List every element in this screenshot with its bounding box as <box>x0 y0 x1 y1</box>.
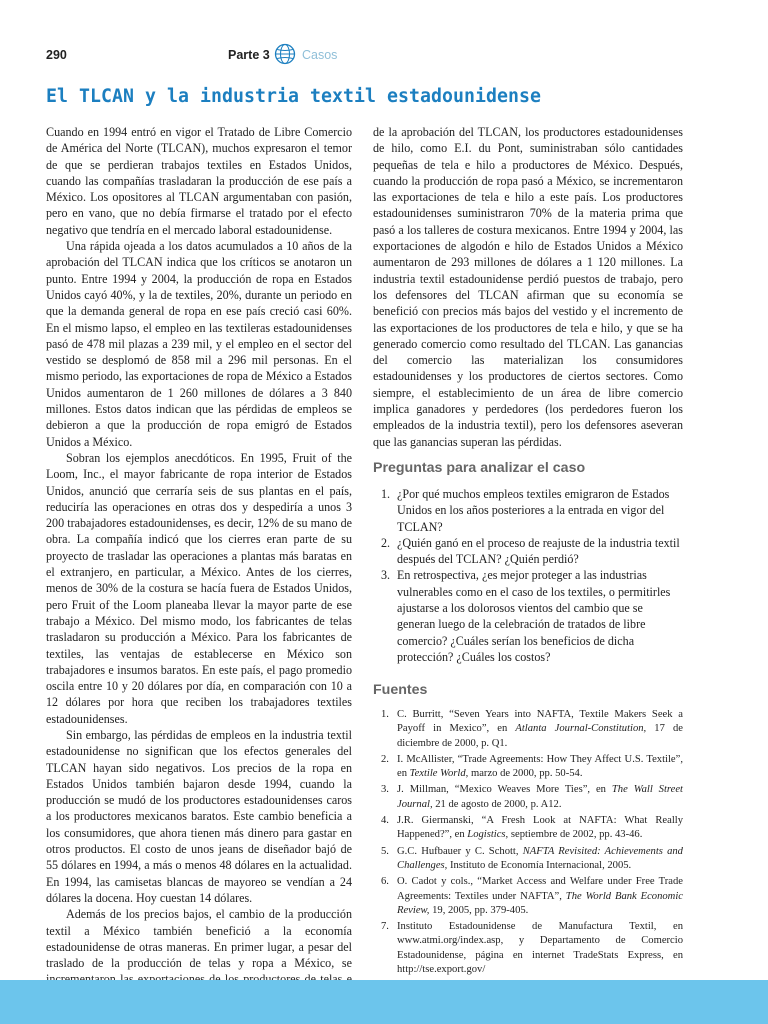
source-publication: The World Bank Economic Review, <box>397 890 683 916</box>
source-text-tail: 21 de agosto de 2000, p. A12. <box>432 798 562 810</box>
case-title: El TLCAN y la industria textil estadounidense <box>46 86 541 107</box>
question-number: 1. <box>381 487 391 501</box>
source-item <box>373 708 683 751</box>
questions-list <box>373 486 683 665</box>
source-item <box>373 753 683 782</box>
source-text: Instituto Estadounidense de Manufactura Textil, en www.atmi.org/index.asp, y Departamento de Comercio Estadounidense, página en internet TradeStats Express, en http://tse.export.gov/ <box>397 921 683 976</box>
source-number: 1. <box>381 709 389 720</box>
source-text: O. Cadot y cols., “Market Access and Welfare under Free Trade Agreements: Textiles under NAFTA”, <box>397 876 683 902</box>
source-item <box>373 814 683 843</box>
source-number: 6. <box>381 876 389 888</box>
source-text: I. McAllister, “Trade Agreements: How They Affect U.S. Textile”, en <box>397 753 683 780</box>
question-text: ¿Por qué muchos empleos textiles emigraron de Estados Unidos en los años posteriores a la entrada en vigor del TCLAN? <box>397 487 670 534</box>
question-number: 2. <box>381 535 391 550</box>
source-publication: NAFTA Revisited: Achievements and Challenges, <box>397 845 683 871</box>
body-paragraph: Sin embargo, las pérdidas de empleos en la industria textil estadounidense no significan que los efectos generales del TLCAN hayan sido negativos. Los precios de la ropa en Estados Unidos también bajaron desde 1994, cuando la producción se mudó de los productores estadounidenses caros a los productores mexicanos baratos. Este cambio beneficia a los consumidores, que ahora tienen más dinero para gastar en otros productos. El costo de unos jeans de diseñador bajó de 55 dólares en 1994, a más o menos 48 dólares en la actualidad. En 1994, las camisetas blancas de mayoreo se vendían a 24 dólares la docena. Hoy cuestan 14 dólares. <box>46 727 352 905</box>
source-text-tail: septiembre de 2002, pp. 43-46. <box>508 829 643 841</box>
question-number: 3. <box>381 568 391 583</box>
source-text-tail: 17 de diciembre de 2000, p. Q1. <box>397 723 683 749</box>
question-item <box>373 535 683 568</box>
source-item <box>373 845 683 874</box>
source-item <box>373 920 683 977</box>
source-publication: Textile World, <box>409 768 469 780</box>
right-column <box>373 124 683 450</box>
globe-icon <box>274 43 296 65</box>
question-text: ¿Quién ganó en el proceso de reajuste de la industria textil después del TCLAN? ¿Quién perdió? <box>397 535 680 567</box>
footer-band <box>0 980 768 1024</box>
source-number: 5. <box>381 845 389 857</box>
source-text: G.C. Hufbauer y C. Schott, <box>397 845 523 857</box>
page-number: 290 <box>46 48 67 62</box>
left-column <box>46 124 352 1020</box>
questions-heading: Preguntas para analizar el caso <box>373 460 586 476</box>
source-text-tail: 19, 2005, pp. 379-405. <box>429 904 529 916</box>
body-paragraph: de la aprobación del TLCAN, los productores estadounidenses de hilo, como E.I. du Pont, suministraban sólo cantidades pequeñas de tela e hilo a productores de México. Después, cuando la producción de ropa pasó a México, se incrementaron las exportaciones de tela e hilo a este país. Los productores estadounidenses suministraron 70% de la materia prima que pasó a los talleres de costura mexicanos. Entre 1994 y 2004, las exportaciones de algodón e hilo de Estados Unidos a México aumentaron de 293 millones de dólares a 1 120 millones. La industria textil estadounidense perdió puestos de trabajo, pero los defensores del TLCAN afirman que su economía se benefició con precios más bajos del vestido y el incremento de las exportaciones de los productores de tela e hilo, y que se ha generado comercio como resultado del TLCAN. Las ganancias del comercio las materializan los consumidores estadounidenses y los productores de ciertos sectores. Como siempre, el establecimiento de un área de libre comercio implica ganadores y perdedores (los perdedores fueron los empleados de la industria textil), pero los defensores aseveran que las ganancias superan las pérdidas. <box>373 125 683 449</box>
sources-list <box>373 708 683 979</box>
source-item <box>373 783 683 812</box>
body-paragraph: Una rápida ojeada a los datos acumulados a 10 años de la aprobación del TLCAN indica que los críticos se anotaron un punto. Entre 1994 y 2004, la producción de ropa en Estados Unidos cayó 40%, y la de textiles, 20%, durante un periodo en que la demanda general de ropa en ese país creció casi 60%. En el mismo lapso, el empleo en las textileras estadounidenses pasó de 478 mil plazas a 239 mil, y el empleo en el sector del vestido se desplomó de 858 mil a 296 mil personas. En el mismo periodo, las exportaciones de ropa de México a Estados Unidos aumentaron de 1 260 millones de dólares a 3 840 millones. Estos datos indican que las pérdidas de empleos se debieron a que la producción de ropa emigró de Estados Unidos a México. <box>46 239 352 449</box>
question-text: En retrospectiva, ¿es mejor proteger a las industrias vulnerables como en el caso de los textiles, o permitirles ajustarse a los dolorosos vientos del cambio que se generan luego de la celebración de tratados de libre comercio? ¿Cuáles serían los beneficios de dicha protección? ¿Cuáles los costos? <box>397 568 671 664</box>
body-paragraph: Sobran los ejemplos anecdóticos. En 1995, Fruit of the Loom, Inc., el mayor fabricante de ropa interior de Estados Unidos, anunció que cerraría seis de sus plantas en el país, reduciría las operaciones en otras dos y despediría a unos 3 200 trabajadores estadounidenses, es decir, 12% de su mano de obra. La compañía indicó que los cierres eran parte de su proyecto de trasladar las operaciones a plantas más baratas en el extranjero, en particular, a México. Antes de los cierres, menos de 30% de la costura se hacía fuera de Estados Unidos, pero Fruit of the Loom planeaba llevar la mayor parte de ese trabajo a México. Del mismo modo, los fabricantes de telas trasladaron su producción a México. Para los fabricantes de textiles, las ventajas de establecerse en México son trabajadores e insumos baratos. En este país, el pago promedio oscila entre 10 y 20 dólares por día, en comparación con 10 a 12 dólares por hora que reciben los trabajadores textiles estadounidenses. <box>46 450 352 726</box>
source-publication: Atlanta Journal-Constitution, <box>515 723 647 735</box>
sources-heading: Fuentes <box>373 682 428 698</box>
source-text: J.R. Giermanski, “A Fresh Look at NAFTA: What Really Happened?”, en <box>397 815 683 841</box>
page-header <box>46 48 726 68</box>
source-text-tail: marzo de 2000, pp. 50-54. <box>468 768 583 780</box>
source-text: C. Burritt, “Seven Years into NAFTA, Textile Makers Seek a Payoff in Mexico”, en <box>397 709 683 735</box>
source-number: 7. <box>381 921 389 933</box>
body-paragraph: Además de los precios bajos, el cambio de la producción textil a México también benefició a la economía estadounidense de otras maneras. En primer lugar, a pesar del traslado de la producción de telas y ropa a México, se <box>46 907 352 971</box>
source-publication: The Wall Street Journal, <box>397 784 683 810</box>
question-item <box>373 567 683 665</box>
source-number: 2. <box>381 753 389 765</box>
source-item <box>373 875 683 918</box>
section-label: Casos <box>302 48 338 62</box>
source-text: J. Millman, “Mexico Weaves More Ties”, en <box>397 784 612 796</box>
source-text-tail: Instituto de Economía Internacional, 2005. <box>447 859 632 871</box>
source-number: 4. <box>381 815 389 827</box>
source-number: 3. <box>381 784 389 796</box>
source-publication: Logistics, <box>467 829 509 841</box>
question-item <box>373 486 683 535</box>
part-label: Parte 3 <box>228 48 270 62</box>
body-paragraph: Cuando en 1994 entró en vigor el Tratado de Libre Comercio de América del Norte (TLCAN), muchos expresaron el temor de que se perdieran trabajos textiles en Estados Unidos, cuando las compañías trasladaran la producción de ese país a México. Los opositores al TLCAN argumentaban con pasión, pero en vano, que no debía firmarse el tratado por el efecto negativo que tendría en el mercado laboral estadounidense. <box>46 125 352 237</box>
